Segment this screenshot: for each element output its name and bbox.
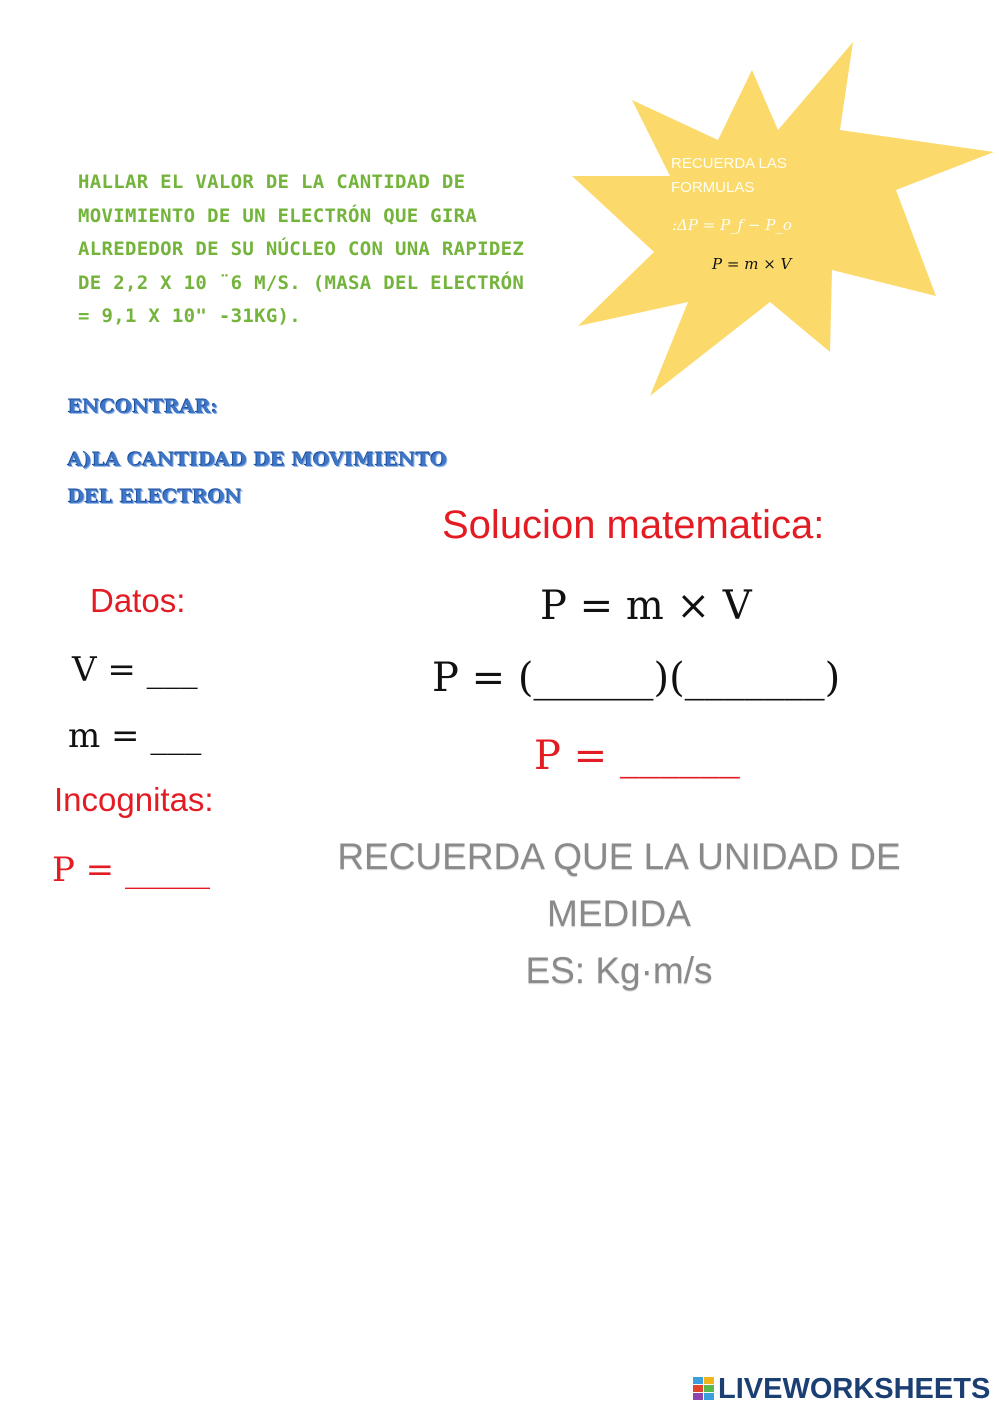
find-item: A)LA CANTIDAD DE MOVIMIENTO DEL ELECTRON: [68, 449, 448, 508]
star-formula-p: [712, 255, 791, 273]
liveworksheets-logo: [693, 1374, 990, 1404]
unknown-p-field[interactable]: P = _____: [52, 850, 210, 890]
unit-reminder: [262, 828, 976, 999]
equation-substitution[interactable]: P = (______)(_______): [432, 655, 841, 701]
unit-reminder-line2: ES: Kg·m/s: [525, 950, 713, 991]
star-formula-delta: [672, 216, 792, 234]
unknowns-title: Incognitas:: [54, 781, 214, 818]
star-formula-p-text: P = m × V: [712, 255, 792, 273]
liveworksheets-logo-icon: [693, 1377, 715, 1401]
liveworksheets-logo-text: LIVEWORKSHEETS: [718, 1372, 991, 1405]
star-title: RECUERDA LAS FORMULAS: [671, 155, 787, 196]
star-formula-delta-text: :ΔP = P_f − P_o: [672, 216, 792, 234]
solution-title: Solucion matematica:: [442, 503, 825, 547]
data-title: Datos:: [90, 582, 186, 619]
data-mass-field[interactable]: m = ___: [68, 716, 202, 756]
equation-main: P = m × V: [540, 583, 752, 629]
problem-statement: HALLAR EL VALOR DE LA CANTIDAD DE MOVIMIENTO DE UN ELECTRÓN QUE GIRA ALREDEDOR DE SU NÚCLEO CON UNA RAPIDEZ DE 2,2 X 10 ¨6 M/S. (MASA DEL ELECTRÓN = 9,1 X 10" -31KG).: [78, 171, 525, 327]
find-heading: ENCONTRAR:: [68, 396, 219, 418]
unit-reminder-line1: RECUERDA QUE LA UNIDAD DE MEDIDA: [337, 836, 901, 934]
equation-result[interactable]: P = ______: [534, 733, 740, 779]
data-velocity-field[interactable]: V = ___: [72, 650, 198, 690]
